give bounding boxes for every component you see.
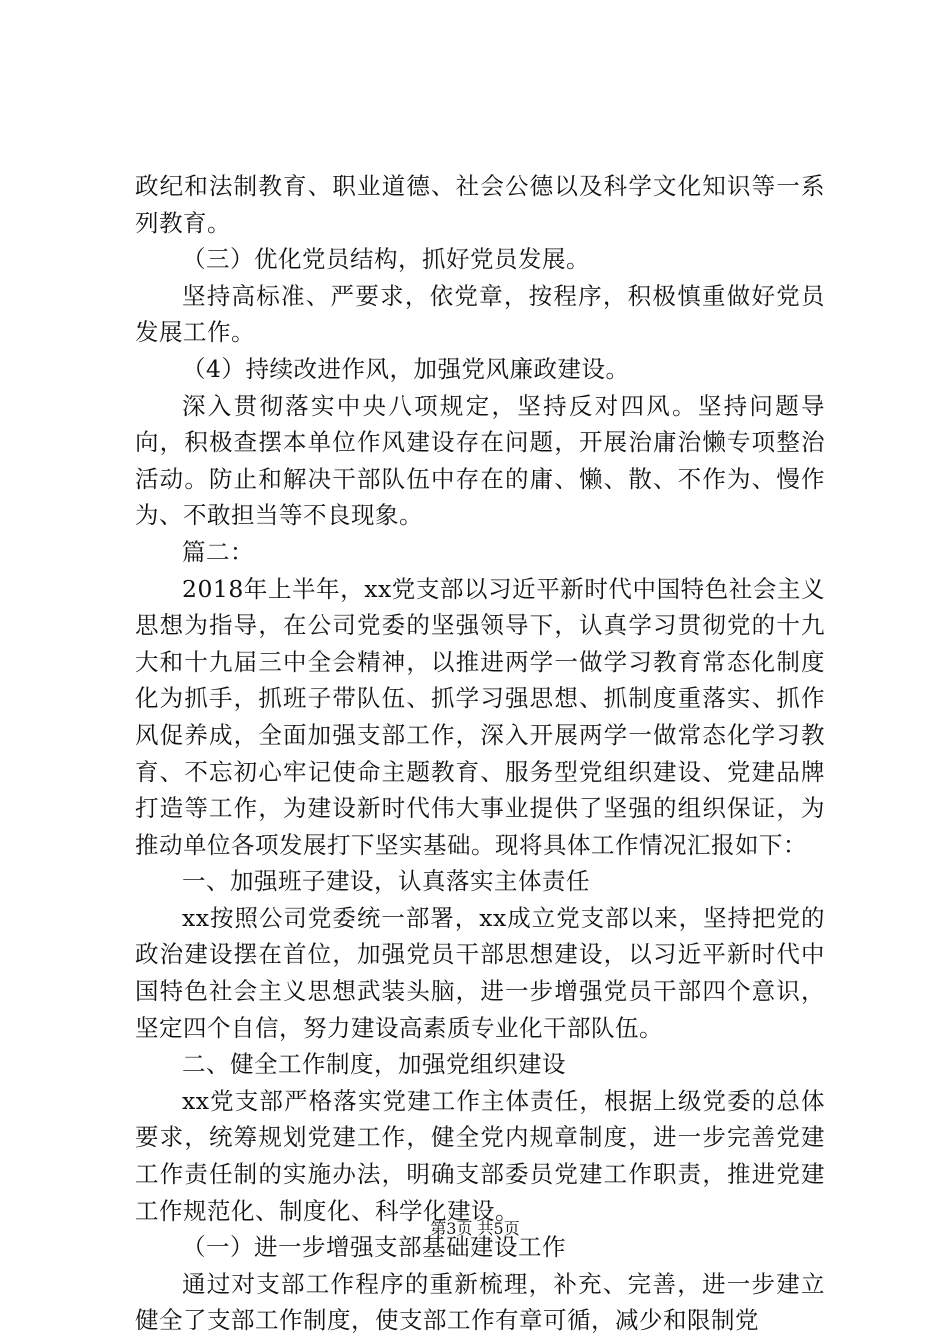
paragraph: 二、健全工作制度，加强党组织建设 [182,1050,566,1079]
paragraph: 一、加强班子建设，认真落实主体责任 [182,867,590,896]
paragraph: 2018年上半年，xx党支部以习近平新时代中国特色社会主义思想为指导，在公司党委的坚强领导下，认真学习贯彻党的十九大和十九届三中全会精神，以推进两学一做学习教育常态化制度化为抓手，抓班子带队伍、抓学习强思想、抓制度重落实、抓作风促养成，全面加强支部工作，深入开展两学一做常态化学习教育、不忘初心牢记使命主题教育、服务型党组织建设、党建品牌打造等工作，为建设新时代伟大事业提供了坚强的组织保证，为推动单位各项发展打下坚实基础。现将具体工作情况汇报如下： [135,574,825,859]
paragraph: （三）优化党员结构，抓好党员发展。 [182,245,590,274]
paragraph: 政纪和法制教育、职业道德、社会公德以及科学文化知识等一系列教育。 [135,172,825,237]
document-body [135,168,825,1339]
paragraph: xx按照公司党委统一部署，xx成立党支部以来，坚持把党的政治建设摆在首位，加强党员干部思想建设，以习近平新时代中国特色社会主义思想武装头脑，进一步增强党员干部四个意识，坚定四个自信，努力建设高素质专业化干部队伍。 [135,903,825,1042]
paragraph: xx党支部严格落实党建工作主体责任，根据上级党委的总体要求，统筹规划党建工作，健全党内规章制度，进一步完善党建工作责任制的实施办法，明确支部委员党建工作职责，推进党建工作规范化、制度化、科学化建设。 [135,1086,825,1225]
paragraph: （一）进一步增强支部基础建设工作 [182,1233,566,1262]
paragraph: 通过对支部工作程序的重新梳理，补充、完善，进一步建立健全了支部工作制度，使支部工作有章可循，减少和限制党 [135,1269,825,1335]
page-footer: 第3页 共5页 [430,1219,520,1238]
paragraph: 深入贯彻落实中央八项规定，坚持反对四风。坚持问题导向，积极查摆本单位作风建设存在问题，开展治庸治懒专项整治活动。防止和解决干部队伍中存在的庸、懒、散、不作为、慢作为、不敢担当等不良现象。 [135,391,825,530]
paragraph: 坚持高标准、严要求，依党章，按程序，积极慎重做好党员发展工作。 [135,281,825,347]
paragraph: 篇二： [182,537,254,566]
paragraph: （4）持续改进作风，加强党风廉政建设。 [182,354,630,383]
